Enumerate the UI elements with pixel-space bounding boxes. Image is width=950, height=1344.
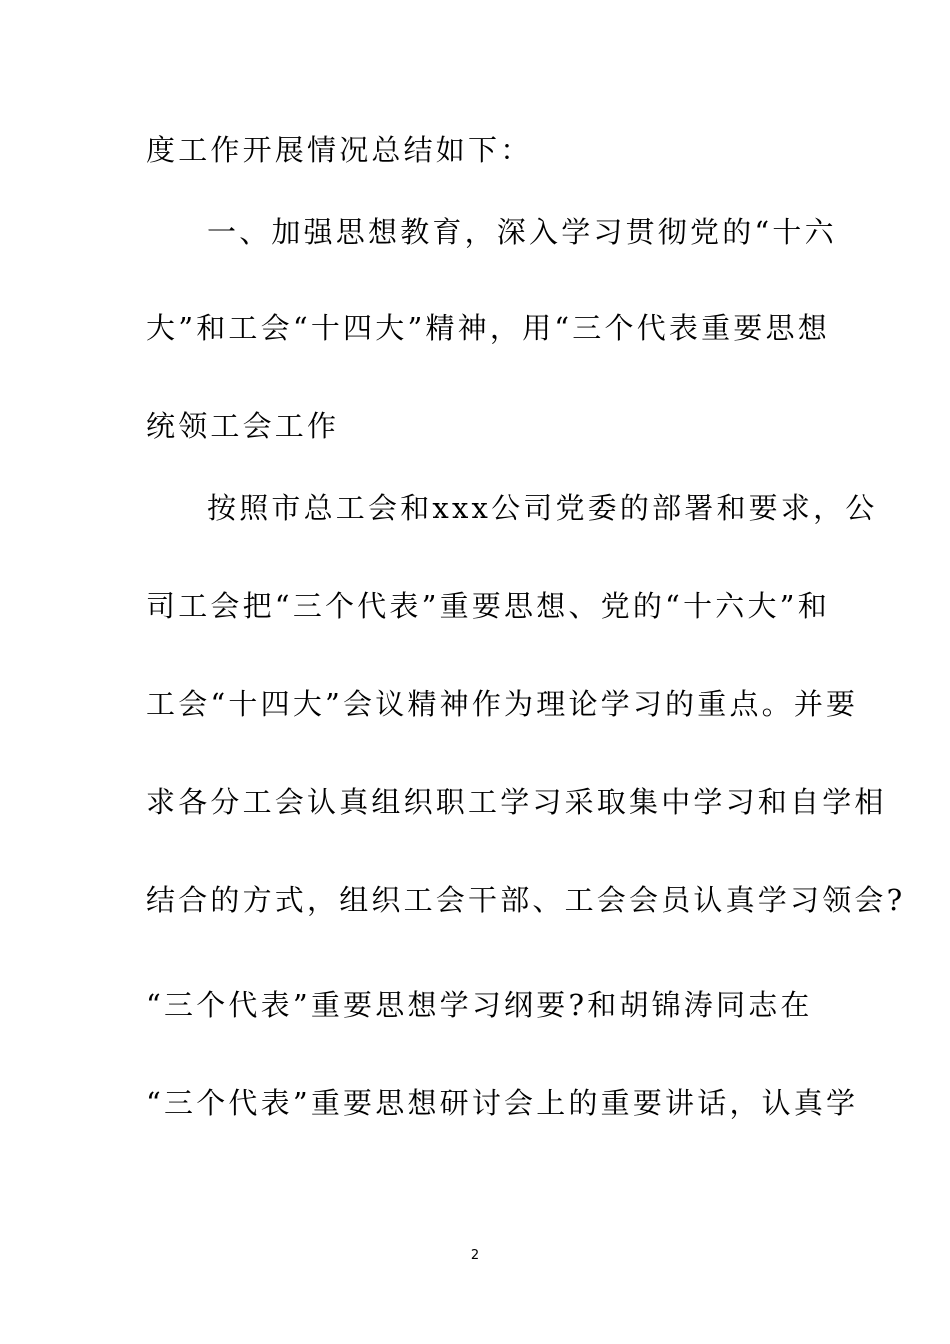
paragraph-line-5: 结合的方式，组织工会干部、工会会员认真学习领会? xyxy=(146,883,906,917)
paragraph-line-2: 司工会把“三个代表”重要思想、党的“十六大”和 xyxy=(146,589,830,623)
section-heading-line-1: 一、加强思想教育，深入学习贯彻党的“十六 xyxy=(207,215,837,249)
paragraph-line-3: 工会“十四大”会议精神作为理论学习的重点。并要 xyxy=(146,687,859,721)
page-number: 2 xyxy=(470,1248,480,1263)
paragraph-line-1: 按照市总工会和xxx公司党委的部署和要求，公 xyxy=(207,491,878,525)
section-heading-line-3: 统领工会工作 xyxy=(146,409,340,443)
paragraph-line-6: “三个代表”重要思想学习纲要?和胡锦涛同志在 xyxy=(146,988,813,1022)
paragraph-line-7: “三个代表”重要思想研讨会上的重要讲话，认真学 xyxy=(146,1086,859,1120)
section-heading-line-2: 大”和工会“十四大”精神，用“三个代表重要思想 xyxy=(146,311,830,345)
text-line-1: 度工作开展情况总结如下： xyxy=(146,133,533,167)
paragraph-line-4: 求各分工会认真组织职工学习采取集中学习和自学相 xyxy=(146,785,887,819)
